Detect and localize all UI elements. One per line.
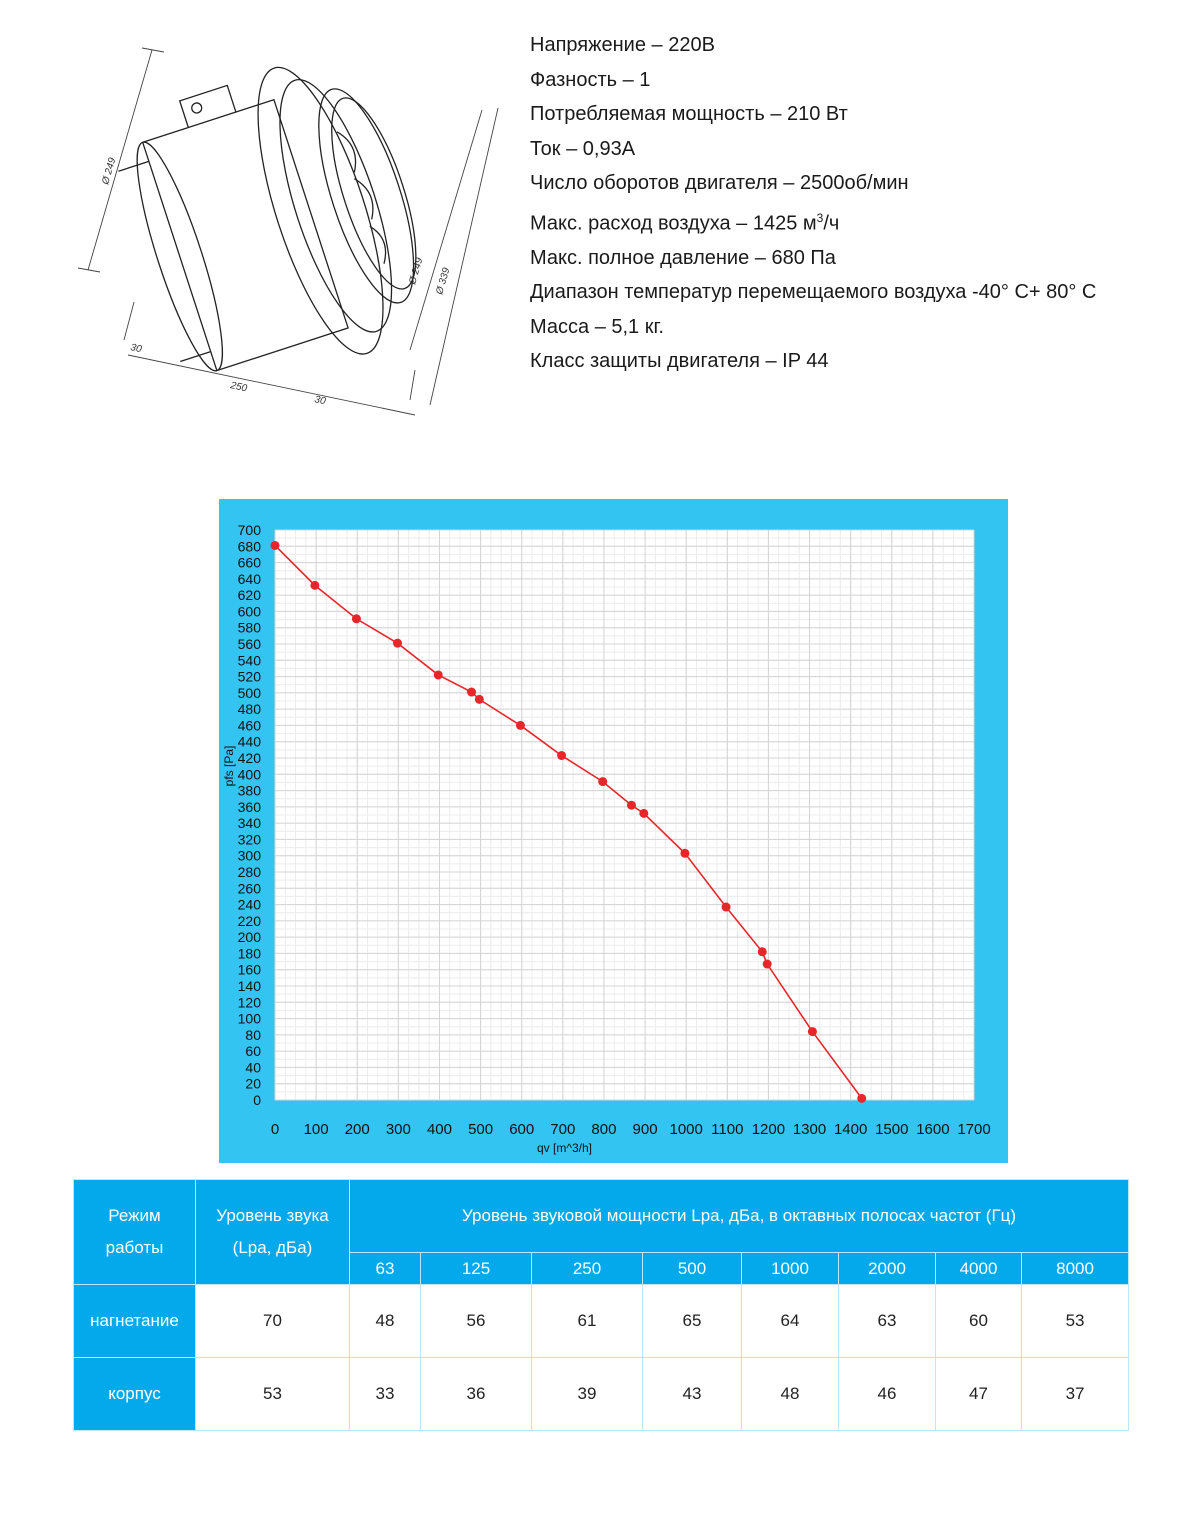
y-tick-label: 260 <box>237 880 261 897</box>
fan-dimension-drawing <box>70 10 510 430</box>
y-tick-label: 360 <box>237 798 261 815</box>
data-point <box>475 695 484 704</box>
x-tick-label: 1600 <box>916 1121 950 1138</box>
spec-item <box>530 28 1096 63</box>
spec-text: Ток – 0,93А <box>530 137 636 160</box>
performance-chart-frame <box>219 499 1008 1163</box>
y-tick-label: 100 <box>237 1010 261 1027</box>
data-point <box>680 849 689 858</box>
data-point <box>557 751 566 760</box>
x-tick-label: 1500 <box>875 1121 909 1138</box>
y-tick-label: 240 <box>237 896 261 913</box>
data-point <box>763 960 772 969</box>
data-point <box>639 809 648 818</box>
spec-unit: /ч <box>823 212 840 235</box>
octave-value-cell: 65 <box>643 1285 742 1358</box>
x-tick-label: 1300 <box>792 1121 827 1138</box>
y-tick-label: 700 <box>237 522 261 538</box>
spec-item <box>530 201 1096 241</box>
octave-value-cell: 43 <box>643 1358 742 1431</box>
frequency-header: 250 <box>532 1253 643 1285</box>
octave-header: Уровень звуковой мощности Lpa, дБа, в октавных полосах частот (Гц) <box>350 1180 1129 1253</box>
data-point <box>516 721 525 730</box>
x-tick-label: 1000 <box>669 1121 703 1138</box>
x-tick-label: 900 <box>632 1121 658 1138</box>
y-tick-label: 40 <box>245 1059 261 1076</box>
dim-spigot-right: 30 <box>313 394 327 408</box>
y-tick-label: 60 <box>245 1043 261 1060</box>
octave-value-cell: 63 <box>839 1285 936 1358</box>
x-tick-label: 400 <box>426 1121 452 1138</box>
frequency-header: 8000 <box>1022 1253 1129 1285</box>
level-header <box>196 1180 350 1285</box>
data-point <box>271 541 280 550</box>
data-point <box>722 903 731 912</box>
mode-header-line-2: работы <box>105 1238 164 1257</box>
data-point <box>808 1027 817 1036</box>
octave-value-cell: 33 <box>350 1358 421 1431</box>
spec-text: Макс. полное давление – 680 Па <box>530 246 836 269</box>
x-tick-label: 1100 <box>711 1121 744 1138</box>
octave-value-cell: 36 <box>421 1358 532 1431</box>
spec-item <box>530 241 1096 276</box>
x-tick-label: 1200 <box>751 1121 786 1138</box>
spec-item <box>530 166 1096 201</box>
spec-item <box>530 275 1096 310</box>
level-header-line-1: Уровень звука <box>216 1206 329 1225</box>
spec-text: Фазность – 1 <box>530 68 651 91</box>
data-point <box>310 581 319 590</box>
y-tick-label: 420 <box>237 750 261 766</box>
spec-text: Напряжение – 220В <box>530 34 715 56</box>
data-point <box>627 801 636 810</box>
data-point <box>758 947 767 956</box>
mode-cell: корпус <box>74 1358 196 1431</box>
x-tick-label: 500 <box>468 1121 494 1138</box>
y-tick-label: 520 <box>237 668 261 685</box>
y-axis-label: pfs [Pa] <box>222 745 236 787</box>
dim-housing-diameter: Ø 249 <box>100 156 119 186</box>
y-tick-label: 580 <box>237 619 261 636</box>
spec-item <box>530 132 1096 167</box>
data-point <box>467 688 476 697</box>
y-tick-label: 80 <box>245 1026 261 1043</box>
spec-text: Масса – 5,1 кг. <box>530 315 664 338</box>
x-tick-label: 800 <box>591 1121 617 1138</box>
performance-chart <box>219 499 1008 1163</box>
octave-value-cell: 53 <box>1022 1285 1129 1358</box>
mode-header-line-1: Режим <box>108 1206 161 1225</box>
spec-superscript: 3 <box>816 210 824 225</box>
spec-item <box>530 63 1096 98</box>
y-tick-label: 660 <box>237 554 261 571</box>
dim-flange-diameter: Ø 339 <box>434 266 453 296</box>
frequency-header: 4000 <box>936 1253 1022 1285</box>
mode-cell: нагнетание <box>74 1285 196 1358</box>
frequency-header: 1000 <box>742 1253 839 1285</box>
x-tick-label: 300 <box>385 1121 411 1138</box>
y-tick-label: 560 <box>237 636 261 652</box>
y-tick-label: 400 <box>237 766 261 783</box>
octave-value-cell: 64 <box>742 1285 839 1358</box>
spec-item <box>530 97 1096 132</box>
y-tick-label: 280 <box>237 864 261 880</box>
specifications-list <box>530 28 1096 379</box>
y-tick-label: 540 <box>237 652 261 669</box>
x-axis-label: qv [m^3/h] <box>537 1141 592 1155</box>
y-tick-label: 320 <box>237 831 261 848</box>
y-tick-label: 500 <box>237 684 261 701</box>
spec-text: Класс защиты двигателя – IP 44 <box>530 350 829 373</box>
frequency-header: 125 <box>421 1253 532 1285</box>
frequency-header: 2000 <box>839 1253 936 1285</box>
x-tick-label: 600 <box>509 1121 535 1138</box>
frequency-header: 63 <box>350 1253 421 1285</box>
level-cell: 53 <box>196 1358 350 1431</box>
y-tick-label: 340 <box>237 815 261 832</box>
level-header-line-2: (Lpa, дБа) <box>232 1238 313 1257</box>
mode-header <box>74 1180 196 1285</box>
y-tick-label: 440 <box>237 733 261 750</box>
y-tick-label: 0 <box>253 1092 261 1108</box>
y-tick-label: 160 <box>237 961 261 978</box>
octave-value-cell: 47 <box>936 1358 1022 1431</box>
octave-value-cell: 48 <box>350 1285 421 1358</box>
noise-level-table <box>73 1179 1129 1431</box>
y-tick-label: 20 <box>245 1075 261 1092</box>
octave-value-cell: 48 <box>742 1358 839 1431</box>
y-tick-label: 380 <box>237 782 261 799</box>
x-tick-label: 100 <box>303 1121 329 1138</box>
y-tick-label: 640 <box>237 570 261 587</box>
spec-text: Число оборотов двигателя – 2500об/мин <box>530 172 909 194</box>
data-point <box>352 614 361 623</box>
spec-item <box>530 310 1096 345</box>
spec-item <box>530 344 1096 379</box>
y-tick-label: 600 <box>237 603 261 620</box>
table-row <box>74 1285 1129 1358</box>
y-tick-label: 220 <box>237 912 261 929</box>
octave-value-cell: 56 <box>421 1285 532 1358</box>
x-tick-label: 1400 <box>833 1121 868 1138</box>
octave-value-cell: 61 <box>532 1285 643 1358</box>
dim-spigot-left: 30 <box>129 342 143 356</box>
data-point <box>434 670 443 679</box>
spec-text: Макс. расход воздуха – 1425 м <box>530 212 817 235</box>
octave-value-cell: 39 <box>532 1358 643 1431</box>
table-row <box>74 1358 1129 1431</box>
y-tick-label: 620 <box>237 587 261 604</box>
data-point <box>598 777 607 786</box>
dim-outlet-diameter: Ø 249 <box>407 256 426 286</box>
x-tick-label: 700 <box>550 1121 576 1138</box>
x-tick-label: 1700 <box>957 1121 991 1138</box>
y-tick-label: 460 <box>237 717 261 734</box>
y-tick-label: 180 <box>237 945 261 962</box>
data-point <box>857 1094 866 1103</box>
octave-value-cell: 37 <box>1022 1358 1129 1431</box>
spec-text: Диапазон температур перемещаемого воздуха -40° C+ 80° C <box>530 281 1097 304</box>
y-tick-label: 120 <box>237 994 261 1011</box>
y-tick-label: 300 <box>237 847 261 864</box>
octave-value-cell: 60 <box>936 1285 1022 1358</box>
data-point <box>393 639 402 648</box>
y-tick-label: 140 <box>237 978 261 994</box>
y-tick-label: 480 <box>237 701 261 718</box>
x-tick-label: 200 <box>344 1121 370 1138</box>
spec-text: Потребляемая мощность – 210 Вт <box>530 103 848 125</box>
frequency-header: 500 <box>643 1253 742 1285</box>
x-tick-label: 0 <box>270 1121 280 1138</box>
y-tick-label: 200 <box>237 929 261 946</box>
dim-length: 250 <box>229 380 248 395</box>
y-tick-label: 680 <box>237 538 261 555</box>
octave-value-cell: 46 <box>839 1358 936 1431</box>
level-cell: 70 <box>196 1285 350 1358</box>
